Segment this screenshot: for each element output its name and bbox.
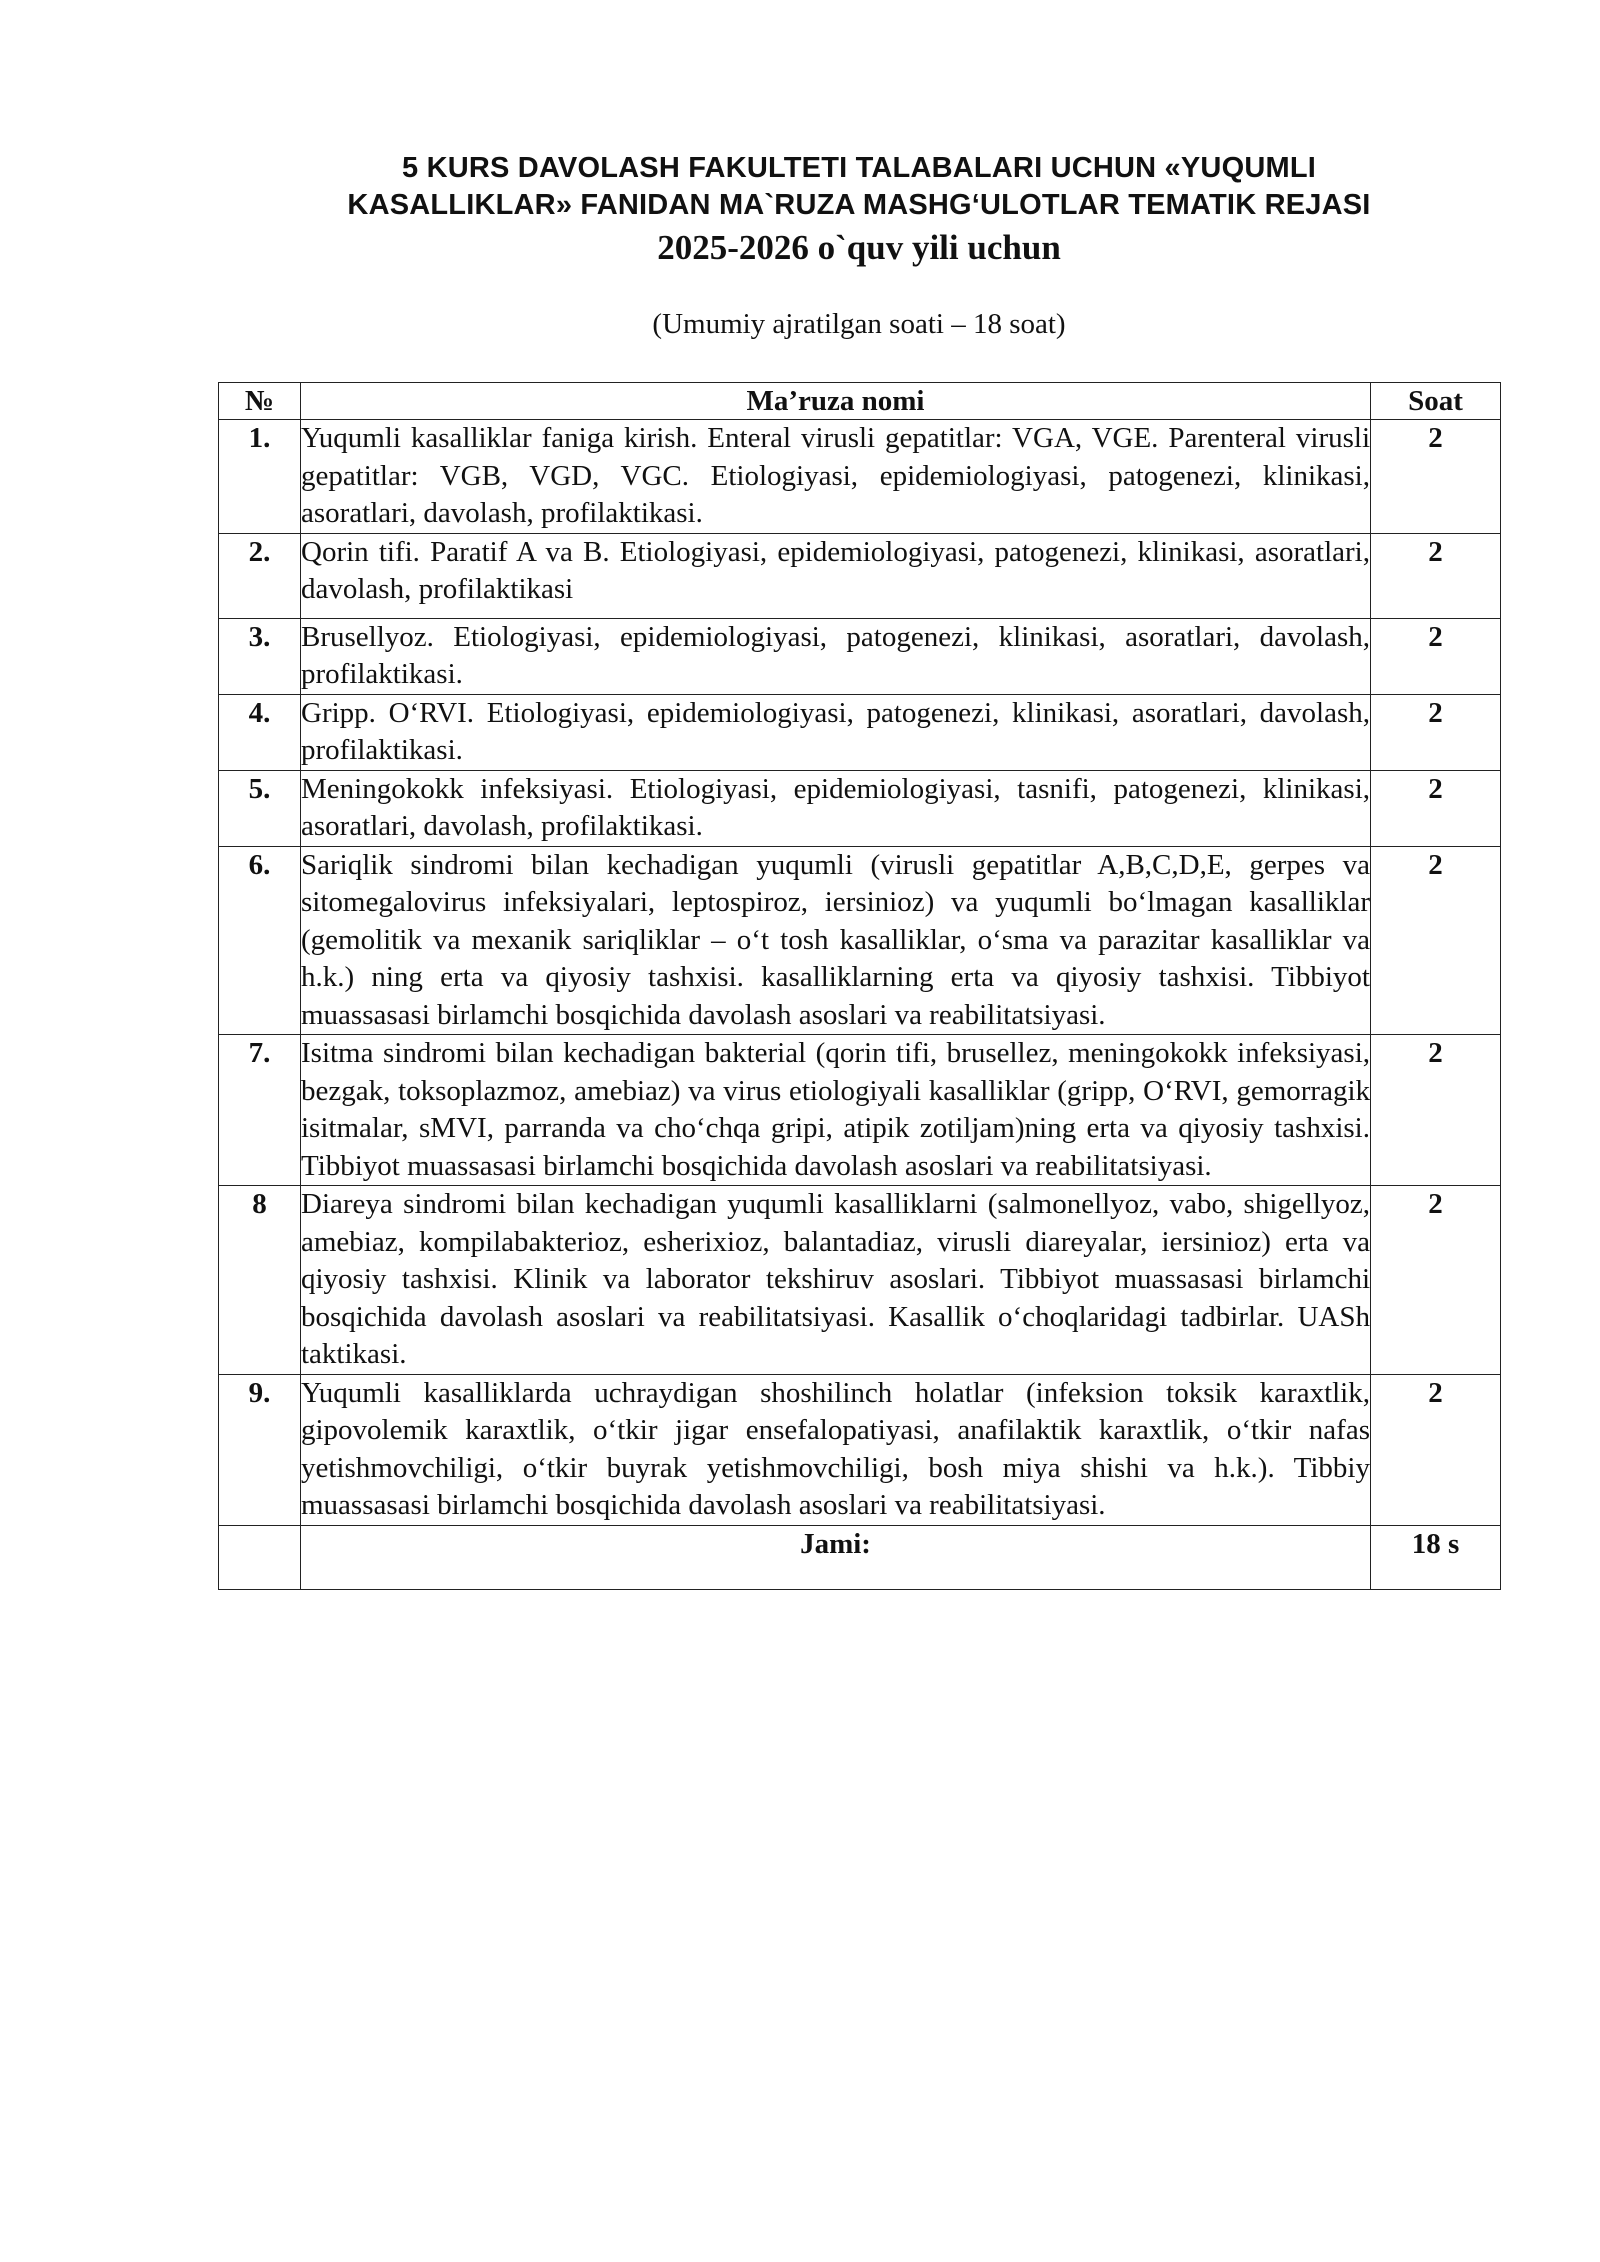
- lecture-plan-table: [218, 382, 1501, 1590]
- row-number: 8: [219, 1186, 301, 1375]
- row-number: 3.: [219, 618, 301, 694]
- lecture-name: Meningokokk infeksiyasi. Etiologiyasi, epidemiologiyasi, tasnifi, patogenezi, klinikasi, asoratlari, davolash, profilaktikasi.: [301, 770, 1371, 846]
- table-row: [219, 694, 1501, 770]
- lecture-name: Yuqumli kasalliklarda uchraydigan shoshilinch holatlar (infeksion toksik karaxtlik, gipovolemik karaxtlik, o‘tkir jigar ensefalopatiyasi, anafilaktik karaxtlik, o‘tkir nafas yetishmovchiligi, o‘tkir buyrak yetishmovchiligi, bosh miya shishi va h.k.). Tibbiy muassasasi birlamchi bosqichida davolash asoslari va reabilitatsiyasi.: [301, 1374, 1371, 1525]
- table-row: [219, 1186, 1501, 1375]
- row-number: 5.: [219, 770, 301, 846]
- lecture-name: Isitma sindromi bilan kechadigan bakterial (qorin tifi, brusellez, meningokokk infeksiyasi, bezgak, toksoplazmoz, amebiaz) va virus etiologiyali kasalliklar (gripp, O‘RVI, gemorragik isitmalar, sMVI, parranda va cho‘chqa gripi, atipik zotiljam)ning erta va qiyosiy tashxisi. Tibbiyot muassasasi birlamchi bosqichida davolash asoslari va reabilitatsiyasi.: [301, 1035, 1371, 1186]
- table-row: [219, 770, 1501, 846]
- row-number: 1.: [219, 420, 301, 534]
- table-row: [219, 618, 1501, 694]
- row-number: 9.: [219, 1374, 301, 1525]
- lecture-name: Diareya sindromi bilan kechadigan yuqumli kasalliklarni (salmonellyoz, vabo, shigellyoz, amebiaz, kompilabakterioz, esherixioz, balantadiaz, virusli diareyalar, iersinioz) erta va qiyosiy tashxisi. Klinik va laborator tekshiruv asoslari. Tibbiyot muassasasi birlamchi bosqichida davolash asoslari va reabilitatsiyasi. Kasallik o‘choqlaridagi tadbirlar. UASh taktikasi.: [301, 1186, 1371, 1375]
- header-lecture-name: Ma’ruza nomi: [301, 383, 1371, 420]
- lecture-name: Yuqumli kasalliklar faniga kirish. Enteral virusli gepatitlar: VGA, VGE. Parenteral virusli gepatitlar: VGB, VGD, VGC. Etiologiyasi, epidemiologiyasi, patogenezi, klinikasi, asoratlari, davolash, profilaktikasi.: [301, 420, 1371, 534]
- table-row: [219, 1374, 1501, 1525]
- lecture-name: Sariqlik sindromi bilan kechadigan yuqumli (virusli gepatitlar A,B,C,D,E, gerpes va sitomegalovirus infeksiyalari, leptospiroz, iersinioz) va yuqumli bo‘lmagan kasalliklar (gemolitik va mexanik sariqliklar – o‘t tosh kasalliklar, o‘sma va parazitar kasalliklar va h.k.) ning erta va qiyosiy tashxisi. kasalliklarning erta va qiyosiy tashxisi. Tibbiyot muassasasi birlamchi bosqichida davolash asoslari va reabilitatsiyasi.: [301, 846, 1371, 1035]
- lecture-hours: 2: [1371, 1035, 1501, 1186]
- document-heading: [218, 150, 1500, 270]
- academic-year-line: 2025-2026 o`quv yili uchun: [657, 228, 1061, 267]
- total-empty-cell: [219, 1525, 301, 1589]
- table-row: [219, 846, 1501, 1035]
- total-row: [219, 1525, 1501, 1589]
- row-number: 6.: [219, 846, 301, 1035]
- row-number: 2.: [219, 533, 301, 618]
- total-label: Jami:: [301, 1525, 1371, 1589]
- row-number: 7.: [219, 1035, 301, 1186]
- header-number: №: [219, 383, 301, 420]
- table-row: [219, 420, 1501, 534]
- lecture-hours: 2: [1371, 1186, 1501, 1375]
- lecture-hours: 2: [1371, 770, 1501, 846]
- total-hours: 18 s: [1371, 1525, 1501, 1589]
- title-line-1: 5 KURS DAVOLASH FAKULTETI TALABALARI UCHUN «YUQUMLI: [401, 152, 1316, 184]
- lecture-name: Brusellyoz. Etiologiyasi, epidemiologiyasi, patogenezi, klinikasi, asoratlari, davolash, profilaktikasi.: [301, 618, 1371, 694]
- lecture-name: Gripp. O‘RVI. Etiologiyasi, epidemiologiyasi, patogenezi, klinikasi, asoratlari, davolash, profilaktikasi.: [301, 694, 1371, 770]
- table-header-row: [219, 383, 1501, 420]
- lecture-hours: 2: [1371, 846, 1501, 1035]
- lecture-hours: 2: [1371, 420, 1501, 534]
- total-hours-note: (Umumiy ajratilgan soati – 18 soat): [652, 308, 1066, 340]
- lecture-hours: 2: [1371, 533, 1501, 618]
- table-row: [219, 1035, 1501, 1186]
- lecture-name: Qorin tifi. Paratif A va B. Etiologiyasi, epidemiologiyasi, patogenezi, klinikasi, asoratlari, davolash, profilaktikasi: [301, 533, 1371, 618]
- table-row: [219, 533, 1501, 618]
- lecture-hours: 2: [1371, 694, 1501, 770]
- lecture-hours: 2: [1371, 618, 1501, 694]
- lecture-hours: 2: [1371, 1374, 1501, 1525]
- header-hours: Soat: [1371, 383, 1501, 420]
- title-line-2: KASALLIKLAR» FANIDAN MA`RUZA MASHG‘ULOTLAR TEMATIK REJASI: [347, 189, 1371, 221]
- row-number: 4.: [219, 694, 301, 770]
